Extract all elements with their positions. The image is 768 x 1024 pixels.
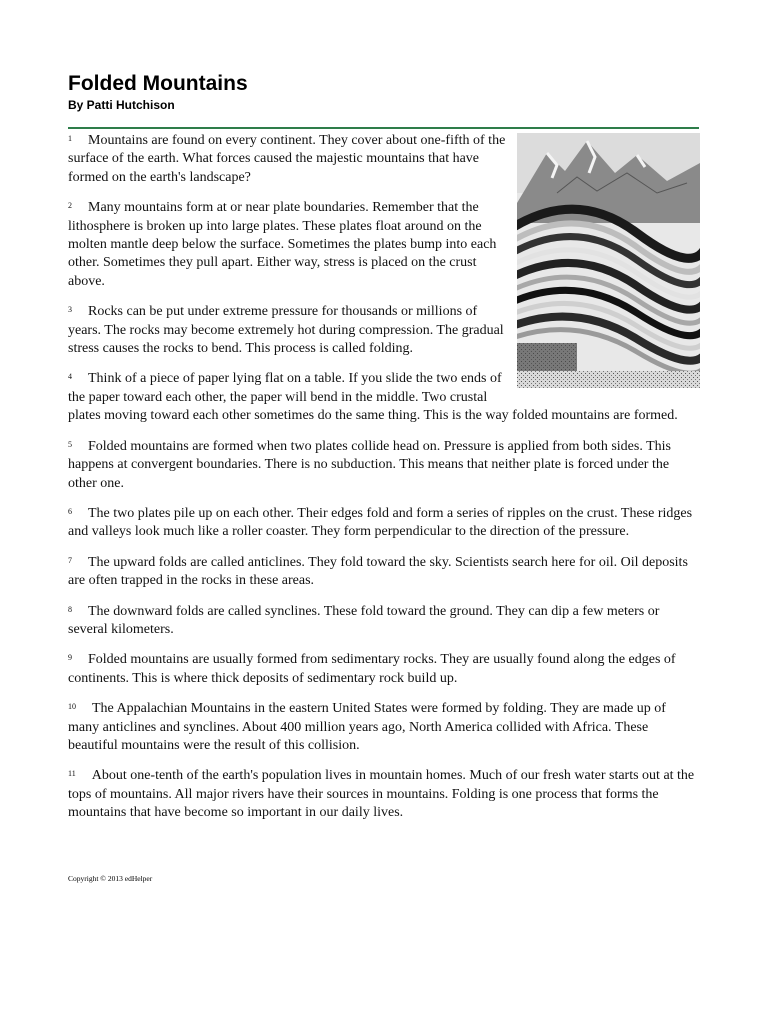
paragraph-number: 9 [68, 653, 72, 663]
page-title: Folded Mountains [68, 72, 248, 95]
paragraph-text: The upward folds are called anticlines. They fold toward the sky. Scientists search here for oil. Oil deposits are often trapped in the rocks in these areas. [68, 554, 688, 589]
paragraph-number: 2 [68, 201, 72, 211]
paragraph-text: Folded mountains are formed when two plates collide head on. Pressure is applied from both sides. This happens at convergent boundaries. There is no subduction. This means that neither plate is forced under the other one. [68, 438, 671, 491]
paragraph-number: 6 [68, 506, 72, 516]
paragraph-number: 11 [68, 769, 76, 779]
paragraph-text: Folded mountains are usually formed from sedimentary rocks. They are usually found along the edges of continents. This is where thick deposits of sedimentary rock build up. [68, 652, 676, 686]
paragraph-number: 4 [68, 372, 72, 382]
paragraph-text: Rocks can be put under extreme pressure for thousands or millions of years. The rocks may become extremely hot during compression. The gradual stress causes the rocks to bend. This process is called folding. [68, 304, 504, 357]
paragraph-text: Many mountains form at or near plate boundaries. Remember that the lithosphere is broken up into large plates. These plates float around on the molten mantle deep below the surface. Sometimes the plates bump into each other. Sometimes they pull apart. Either way, stress is placed on the crust above. [68, 200, 497, 289]
paragraph-9 [68, 651, 700, 688]
paragraph-number: 10 [68, 702, 76, 712]
paragraph-text: About one-tenth of the earth's population lives in mountain homes. Much of our fresh water starts out at the tops of mountains. All major rivers have their sources in mountains. Folding is one process that forms the mountains that have become so important in our daily lives. [68, 768, 695, 821]
author-byline: By Patti Hutchison [68, 98, 175, 112]
paragraph-text: Mountains are found on every continent. They cover about one-fifth of the surface of the earth. What forces caused the majestic mountains that have formed on the earth's landscape? [68, 133, 506, 185]
paragraph-number: 8 [68, 604, 72, 614]
paragraph-5 [68, 438, 700, 493]
paragraph-11 [68, 767, 700, 822]
paragraph-10 [68, 700, 700, 755]
folded-strata-image [517, 133, 700, 388]
copyright-notice: Copyright © 2013 edHelper [68, 874, 153, 883]
paragraph-text: Think of a piece of paper lying flat on a table. If you slide the two ends of the paper toward each other, the paper will bend in the middle. Two crustal plates moving toward each other sometimes do the same thing. This is the way folded mountains are formed. [68, 371, 678, 424]
title-divider [68, 127, 699, 129]
paragraph-text: The downward folds are called synclines. These fold toward the ground. They can dip a few meters or several kilometers. [68, 603, 660, 637]
paragraph-text: The Appalachian Mountains in the eastern United States were formed by folding. They are made up of many anticlines and synclines. About 400 million years ago, North America collided with Africa. These beautiful mountains were the result of this collision. [68, 701, 666, 753]
paragraph-7 [68, 554, 700, 591]
paragraph-8 [68, 603, 700, 640]
paragraph-text: The two plates pile up on each other. Their edges fold and form a series of ripples on the crust. These ridges and valleys look much like a roller coaster. They form perpendicular to the direction of the pressure. [68, 505, 693, 540]
article-body [68, 132, 700, 835]
paragraph-number: 3 [68, 305, 72, 315]
paragraph-number: 5 [68, 439, 72, 449]
paragraph-number: 1 [68, 134, 72, 143]
paragraph-number: 7 [68, 555, 72, 565]
paragraph-6 [68, 505, 700, 542]
